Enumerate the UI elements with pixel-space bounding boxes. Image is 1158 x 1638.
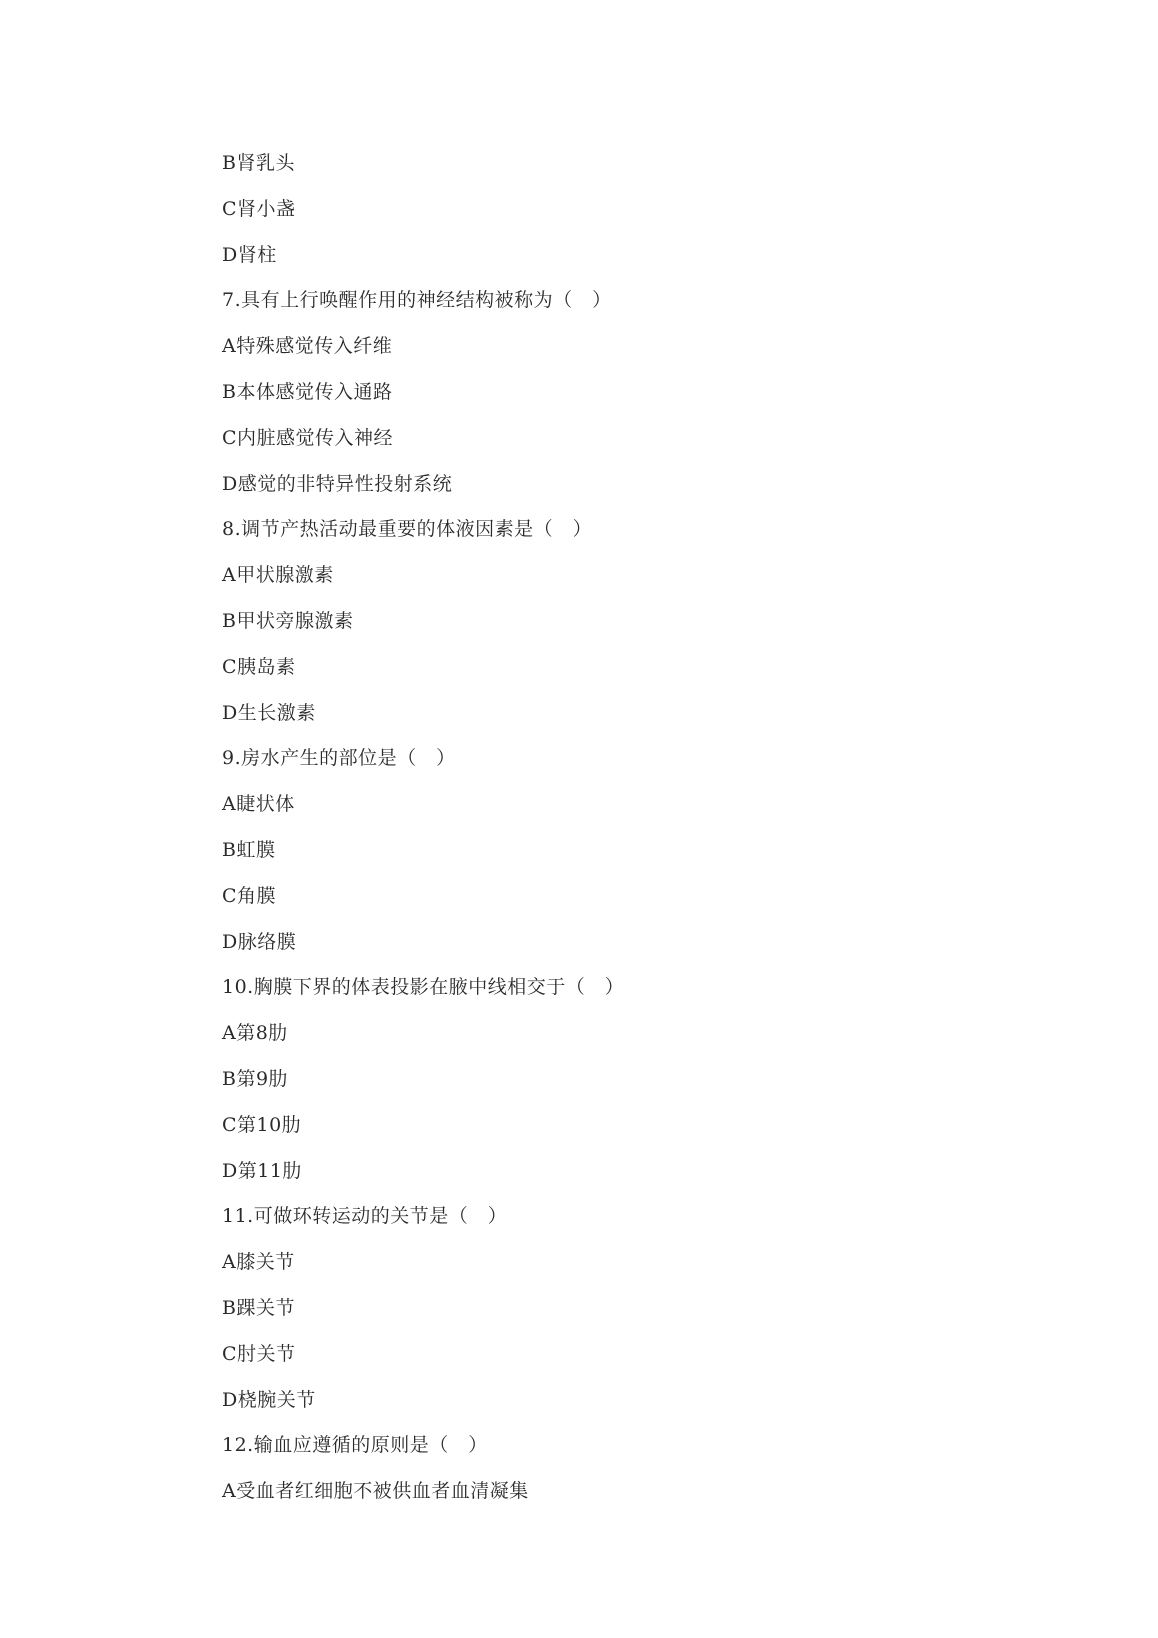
- question-text: 7.具有上行唤醒作用的神经结构被称为（ ）: [222, 289, 612, 312]
- option-text: B第9肋: [222, 1067, 289, 1090]
- option-text: D感觉的非特异性投射系统: [222, 472, 453, 495]
- option-text: B虹膜: [222, 838, 276, 861]
- option-text: B甲状旁腺激素: [222, 609, 354, 632]
- option-text: B肾乳头: [222, 152, 295, 174]
- option-text: D桡腕关节: [222, 1388, 316, 1411]
- option-text: D肾柱: [222, 243, 277, 266]
- option-text: C胰岛素: [222, 655, 296, 678]
- document-body: [222, 148, 1082, 1522]
- option-text: A特殊感觉传入纤维: [222, 335, 393, 358]
- question-text: 8.调节产热活动最重要的体液因素是（ ）: [222, 518, 593, 541]
- option-text: A甲状腺激素: [222, 564, 334, 587]
- option-text: B本体感觉传入通路: [222, 380, 393, 403]
- option-text: B踝关节: [222, 1296, 295, 1319]
- question-text: 11.可做环转运动的关节是（ ）: [222, 1205, 508, 1228]
- option-text: D脉络膜: [222, 930, 297, 953]
- option-text: C肾小盏: [222, 197, 296, 220]
- question-text: 10.胸膜下界的体表投影在腋中线相交于（ ）: [222, 976, 625, 999]
- option-text: A受血者红细胞不被供血者血清凝集: [222, 1480, 529, 1503]
- option-text: C肘关节: [222, 1342, 296, 1365]
- option-text: A睫状体: [222, 793, 295, 816]
- option-text: A膝关节: [222, 1251, 295, 1274]
- option-text: C内脏感觉传入神经: [222, 426, 394, 449]
- option-text: D第11肋: [222, 1159, 302, 1182]
- option-text: A第8肋: [222, 1022, 288, 1045]
- option-text: C第10肋: [222, 1113, 302, 1136]
- option-text: C角膜: [222, 884, 277, 907]
- question-text: 9.房水产生的部位是（ ）: [222, 747, 456, 770]
- option-text: D生长激素: [222, 701, 316, 724]
- question-text: 12.输血应遵循的原则是（ ）: [222, 1434, 488, 1457]
